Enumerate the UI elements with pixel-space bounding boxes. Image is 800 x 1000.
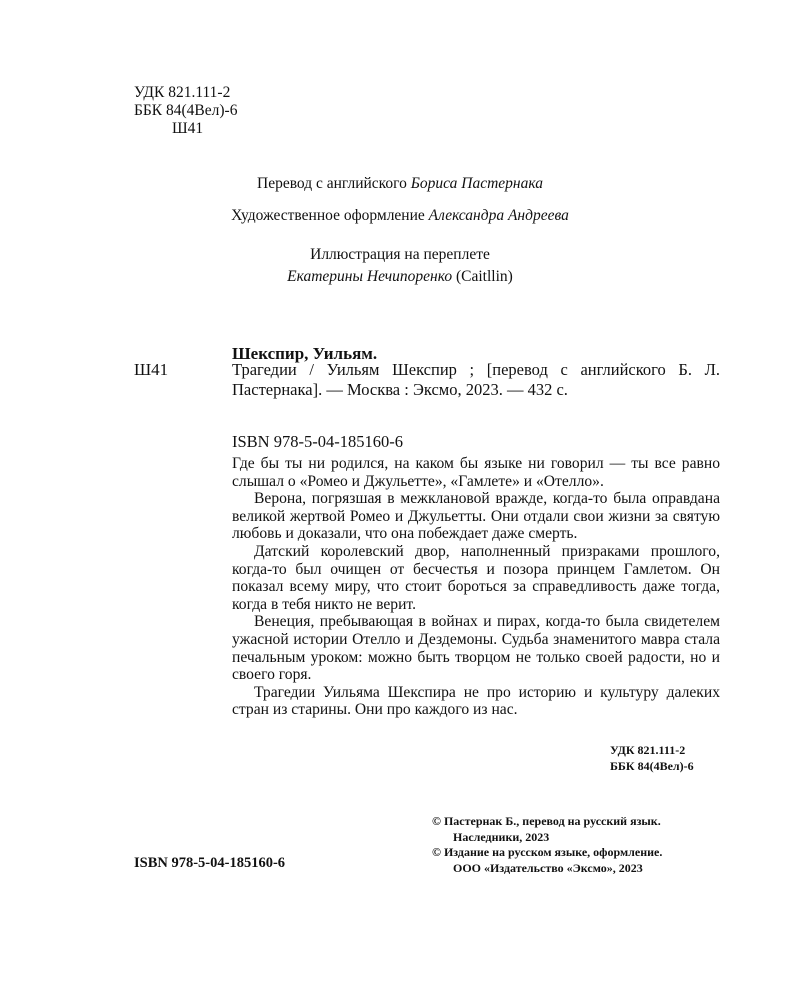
design-credit — [0, 207, 800, 225]
illustration-credit — [0, 268, 800, 286]
copyright-line: Наследники, 2023 — [453, 829, 550, 844]
illustrator-name: Екатерины Нечипоренко — [287, 268, 453, 285]
author-code-side: Ш41 — [134, 360, 169, 379]
isbn-main: ISBN 978-5-04-185160-6 — [232, 432, 403, 451]
isbn-bottom: ISBN 978-5-04-185160-6 — [134, 855, 286, 871]
bibliographic-description: Трагедии / Уильям Шекспир ; [перевод с английского Б. Л. Пастернака]. — Москва : Эксмо, 2023. — 432 с. — [232, 360, 720, 399]
copyright-line: © Издание на русском языке, оформление. — [432, 845, 663, 859]
bottom-classification — [610, 742, 694, 774]
udk-code: УДК 821.111-2 — [134, 84, 231, 101]
translator-name: Бориса Пастернака — [410, 175, 543, 192]
annotation-paragraph: Верона, погрязшая в межклановой вражде, когда-то была оправдана великой жертвой Ромео и Джульетты. Они отдали свои жизни за святую любовь и доказали, что она побеждает даже смерть. — [232, 490, 720, 543]
author-heading: Шекспир, Уильям. — [232, 344, 378, 363]
bottom-bbk: ББК 84(4Вел)-6 — [610, 759, 694, 773]
copyright-line: ООО «Издательство «Эксмо», 2023 — [453, 860, 643, 875]
annotation-paragraph: Где бы ты ни родился, на каком бы языке ни говорил — ты все равно слышал о «Ромео и Джульетте», «Гамлете» и «Отелло». — [232, 455, 720, 490]
annotation-paragraph: Венеция, пребывающая в войнах и пирах, когда-то была свидетелем ужасной истории Отелло и Дездемоны. Судьба знаменитого мавра стала печальным уроком: можно быть творцом не только своей радости, но и своего горя. — [232, 613, 720, 684]
translation-label: Перевод с английского — [257, 175, 407, 192]
annotation-paragraph: Датский королевский двор, наполненный призраками прошлого, когда-то был очищен от бесчестья и позора принцем Гамлетом. Он показал всему миру, что стоит бороться за справедливость даже тогда, когда в тебя никто не верит. — [232, 542, 720, 613]
bbk-code: ББК 84(4Вел)-6 — [134, 102, 238, 119]
copyright-block — [432, 814, 662, 876]
author-code: Ш41 — [172, 120, 204, 137]
designer-name: Александра Андреева — [428, 207, 569, 224]
annotation — [232, 455, 720, 719]
illustrator-alias: (Caitllin) — [456, 268, 513, 285]
classification-block — [134, 84, 237, 138]
copyright-line: © Пастернак Б., перевод на русский язык. — [432, 814, 661, 828]
bottom-udk: УДК 821.111-2 — [610, 743, 686, 757]
illustration-label: Иллюстрация на переплете — [310, 246, 490, 263]
design-label: Художественное оформление — [231, 207, 425, 224]
translation-credit — [0, 175, 800, 193]
annotation-paragraph: Трагедии Уильяма Шекспира не про историю и культуру далеких стран из старины. Они про каждого из нас. — [232, 683, 720, 719]
